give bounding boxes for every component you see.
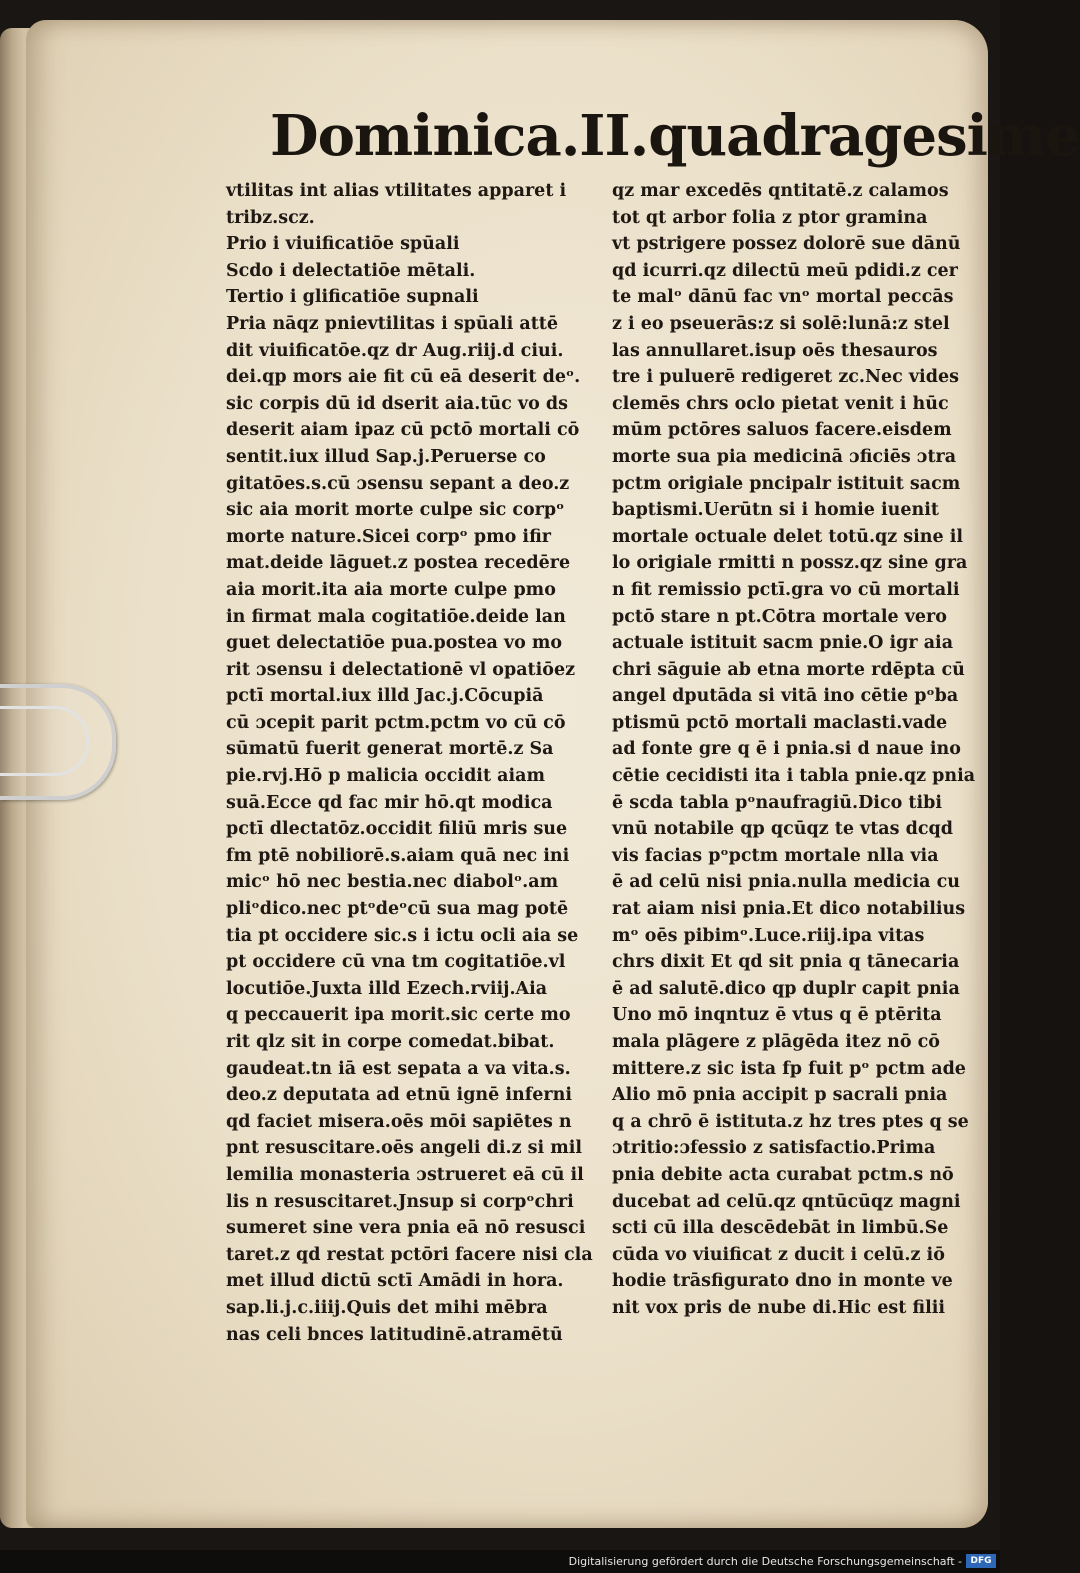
text-line: cū ɔcepit parit pctm.pctm vo cū cō: [226, 712, 566, 733]
text-line: cētie cecidisti ita i tabla pnie.qz pnia: [612, 766, 976, 787]
text-line: lemilia monasteria ɔstrueret eā cū il: [226, 1164, 584, 1185]
running-heading: Dominica.II.quadragesime: [270, 103, 1080, 169]
text-line: sentit.iux illud Sap.j.Peruerse co: [226, 446, 546, 467]
text-line: taret.z qd restat pctōri facere nisi cla: [226, 1244, 593, 1265]
text-line: fm ptē nobiliorē.s.aiam quā nec ini: [226, 845, 570, 866]
text-line: pctm origiale pncipalr istituit sacm: [612, 473, 961, 494]
text-line: mat.deide lāguet.z postea recedēre: [226, 553, 571, 574]
text-line: n fit remissio pctī.gra vo cū mortali: [612, 579, 960, 600]
text-line: sic corpis dū id dserit aia.tūc vo ds: [226, 393, 568, 414]
right-text-column: [612, 178, 982, 1318]
text-line: Pria nāqz pnievtilitas i spūali attē: [226, 313, 559, 334]
text-line: Tertio i glificatiōe supnali: [226, 287, 479, 308]
text-line: te malᵒ dānū fac vnᵒ mortal peccās: [612, 287, 954, 308]
text-line: lo origiale rmitti n possz.qz sine gra: [612, 553, 968, 574]
text-line: tia pt occidere sic.s i ictu ocli aia se: [226, 925, 579, 946]
text-line: rit qlz sit in corpe comedat.bibat.: [226, 1032, 555, 1052]
text-line: chri sāguie ab etna morte rdēpta cū: [612, 659, 965, 680]
text-line: pnt resuscitare.oēs angeli di.z si mil: [226, 1138, 583, 1159]
text-line: pctī mortal.iux illd Jac.j.Cōcupiā: [226, 686, 544, 707]
text-line: tre i puluerē redigeret zc.Nec vides: [612, 367, 959, 388]
text-line: Uno mō inqntuz ē vtus q ē ptērita: [612, 1005, 942, 1026]
text-line: las annullaret.isup oēs thesauros: [612, 340, 938, 361]
text-line: sic aia morit morte culpe sic corpᵒ: [226, 500, 565, 521]
text-line: mittere.z sic ista fp fuit pᵒ pctm ade: [612, 1058, 966, 1079]
text-line: guet delectatiōe pua.postea vo mo: [226, 633, 563, 654]
text-line: ptismū pctō mortali maclasti.vade: [612, 712, 948, 733]
text-line: q peccauerit ipa morit.sic certe mo: [226, 1005, 571, 1026]
text-line: met illud dictū sctī Amādi in hora.: [226, 1271, 564, 1292]
left-text-column: [226, 178, 596, 1345]
text-line: vtilitas int alias vtilitates apparet i: [226, 181, 567, 201]
text-line: ad fonte gre q ē i pnia.si d naue ino: [612, 739, 961, 760]
text-line: pnia debite acta curabat pctm.s nō: [612, 1164, 954, 1185]
text-line: pctō stare n pt.Cōtra mortale vero: [612, 606, 947, 627]
text-line: Scdo i delectatiōe mētali.: [226, 260, 476, 281]
text-line: hodie trāsfigurato dno in monte ve: [612, 1271, 953, 1292]
text-line: qd icurri.qz dilectū meū pdidi.z cer: [612, 260, 958, 281]
text-line: ɔtritio:ɔfessio z satisfactio.Prima: [612, 1138, 936, 1159]
dfg-logo: DFG: [966, 1554, 996, 1568]
text-line: vis facias pᵒpctm mortale nlla via: [612, 845, 939, 866]
text-line: tot qt arbor folia z ptor gramina: [612, 207, 928, 228]
text-line: chrs dixit Et qd sit pnia q tānecaria: [612, 952, 960, 973]
text-line: z i eo pseuerās:z si solē:lunā:z stel: [612, 313, 950, 334]
text-line: lis n resuscitaret.Jnsup si corpᵒchri: [226, 1191, 574, 1212]
text-line: locutiōe.Juxta illd Ezech.rviij.Aia: [226, 978, 548, 999]
text-line: morte nature.Sicei corpᵒ pmo ifir: [226, 526, 552, 547]
text-line: in firmat mala cogitatiōe.deide lan: [226, 606, 566, 627]
text-line: clemēs chrs oclo pietat venit i hūc: [612, 393, 949, 414]
text-line: actuale istituit sacm pnie.O igr aia: [612, 633, 954, 654]
text-line: deserit aiam ipaz cū pctō mortali cō: [226, 420, 580, 441]
text-line: ē ad salutē.dico qp duplr capit pnia: [612, 978, 960, 999]
text-line: baptismi.Uerūtn si i homie iuenit: [612, 500, 939, 521]
text-line: aia morit.ita aia morte culpe pmo: [226, 579, 556, 600]
text-line: pctī dlectatōz.occidit filiū mris sue: [226, 819, 568, 840]
text-line: Prio i viuificatiōe spūali: [226, 234, 460, 255]
paper-clip: [0, 684, 116, 800]
digitization-credit: Digitalisierung gefördert durch die Deutsche Forschungsgemeinschaft -: [568, 1555, 962, 1568]
text-line: mᵒ oēs pibimᵒ.Luce.riij.ipa vitas: [612, 925, 925, 946]
text-line: nas celi bnces latitudinē.atramētū: [226, 1324, 563, 1345]
text-line: nit vox pris de nube di.Hic est filii: [612, 1297, 946, 1318]
text-line: cūda vo viuificat z ducit i celū.z iō: [612, 1244, 945, 1265]
text-line: pt occidere cū vna tm cogitatiōe.vl: [226, 952, 566, 973]
text-line: rit ɔsensu i delectationē vl opatiōez: [226, 659, 576, 680]
text-line: dei.qp mors aie fit cū eā deserit deᵒ.: [226, 367, 581, 388]
text-line: ē scda tabla pᵒnaufragiū.Dico tibi: [612, 792, 942, 813]
text-line: qd faciet misera.oēs mōi sapiētes n: [226, 1111, 572, 1132]
text-line: gaudeat.tn iā est sepata a va vita.s.: [226, 1058, 571, 1079]
text-line: mūm pctōres saluos facere.eisdem: [612, 420, 952, 441]
text-line: suā.Ecce qd fac mir hō.qt modica: [226, 792, 553, 813]
text-line: sumeret sine vera pnia eā nō resusci: [226, 1218, 586, 1239]
text-line: tribz.scz.: [226, 207, 315, 228]
text-line: deo.z deputata ad etnū ignē inferni: [226, 1085, 573, 1106]
text-line: angel dputāda si vitā ino cētie pᵒba: [612, 686, 959, 707]
text-line: rat aiam nisi pnia.Et dico notabilius: [612, 899, 966, 920]
text-line: vnū notabile qp qcūqz te vtas dcqd: [612, 819, 953, 840]
text-line: q a chrō ē istituta.z hz tres ptes q se: [612, 1111, 969, 1132]
text-line: vt pstrigere possez dolorē sue dānū: [612, 234, 961, 255]
text-line: pliᵒdico.nec ptᵒdeᵒcū sua mag potē: [226, 899, 569, 920]
text-line: qz mar excedēs qntitatē.z calamos: [612, 181, 949, 201]
text-line: sap.li.j.c.iiij.Quis det mihi mēbra: [226, 1297, 548, 1318]
text-line: dit viuificatōe.qz dr Aug.riij.d ciui.: [226, 340, 564, 361]
text-line: mala plāgere z plāgēda itez nō cō: [612, 1032, 940, 1052]
text-line: micᵒ hō nec bestia.nec diabolᵒ.am: [226, 872, 559, 893]
text-line: Alio mō pnia accipit p sacrali pnia: [612, 1085, 948, 1106]
text-line: morte sua pia medicinā ɔficiēs ɔtra: [612, 446, 957, 467]
text-line: scti cū illa descēdebāt in limbū.Se: [612, 1218, 949, 1239]
text-line: ducebat ad celū.qz qntūcūqz magni: [612, 1191, 961, 1212]
text-line: sūmatū fuerit generat mortē.z Sa: [226, 739, 554, 760]
text-line: mortale octuale delet totū.qz sine il: [612, 526, 964, 547]
text-line: ē ad celū nisi pnia.nulla medicia cu: [612, 872, 960, 893]
text-line: pie.rvj.Hō p malicia occidit aiam: [226, 766, 545, 787]
text-line: gitatōes.s.cū ɔsensu sepant a deo.z: [226, 473, 570, 494]
